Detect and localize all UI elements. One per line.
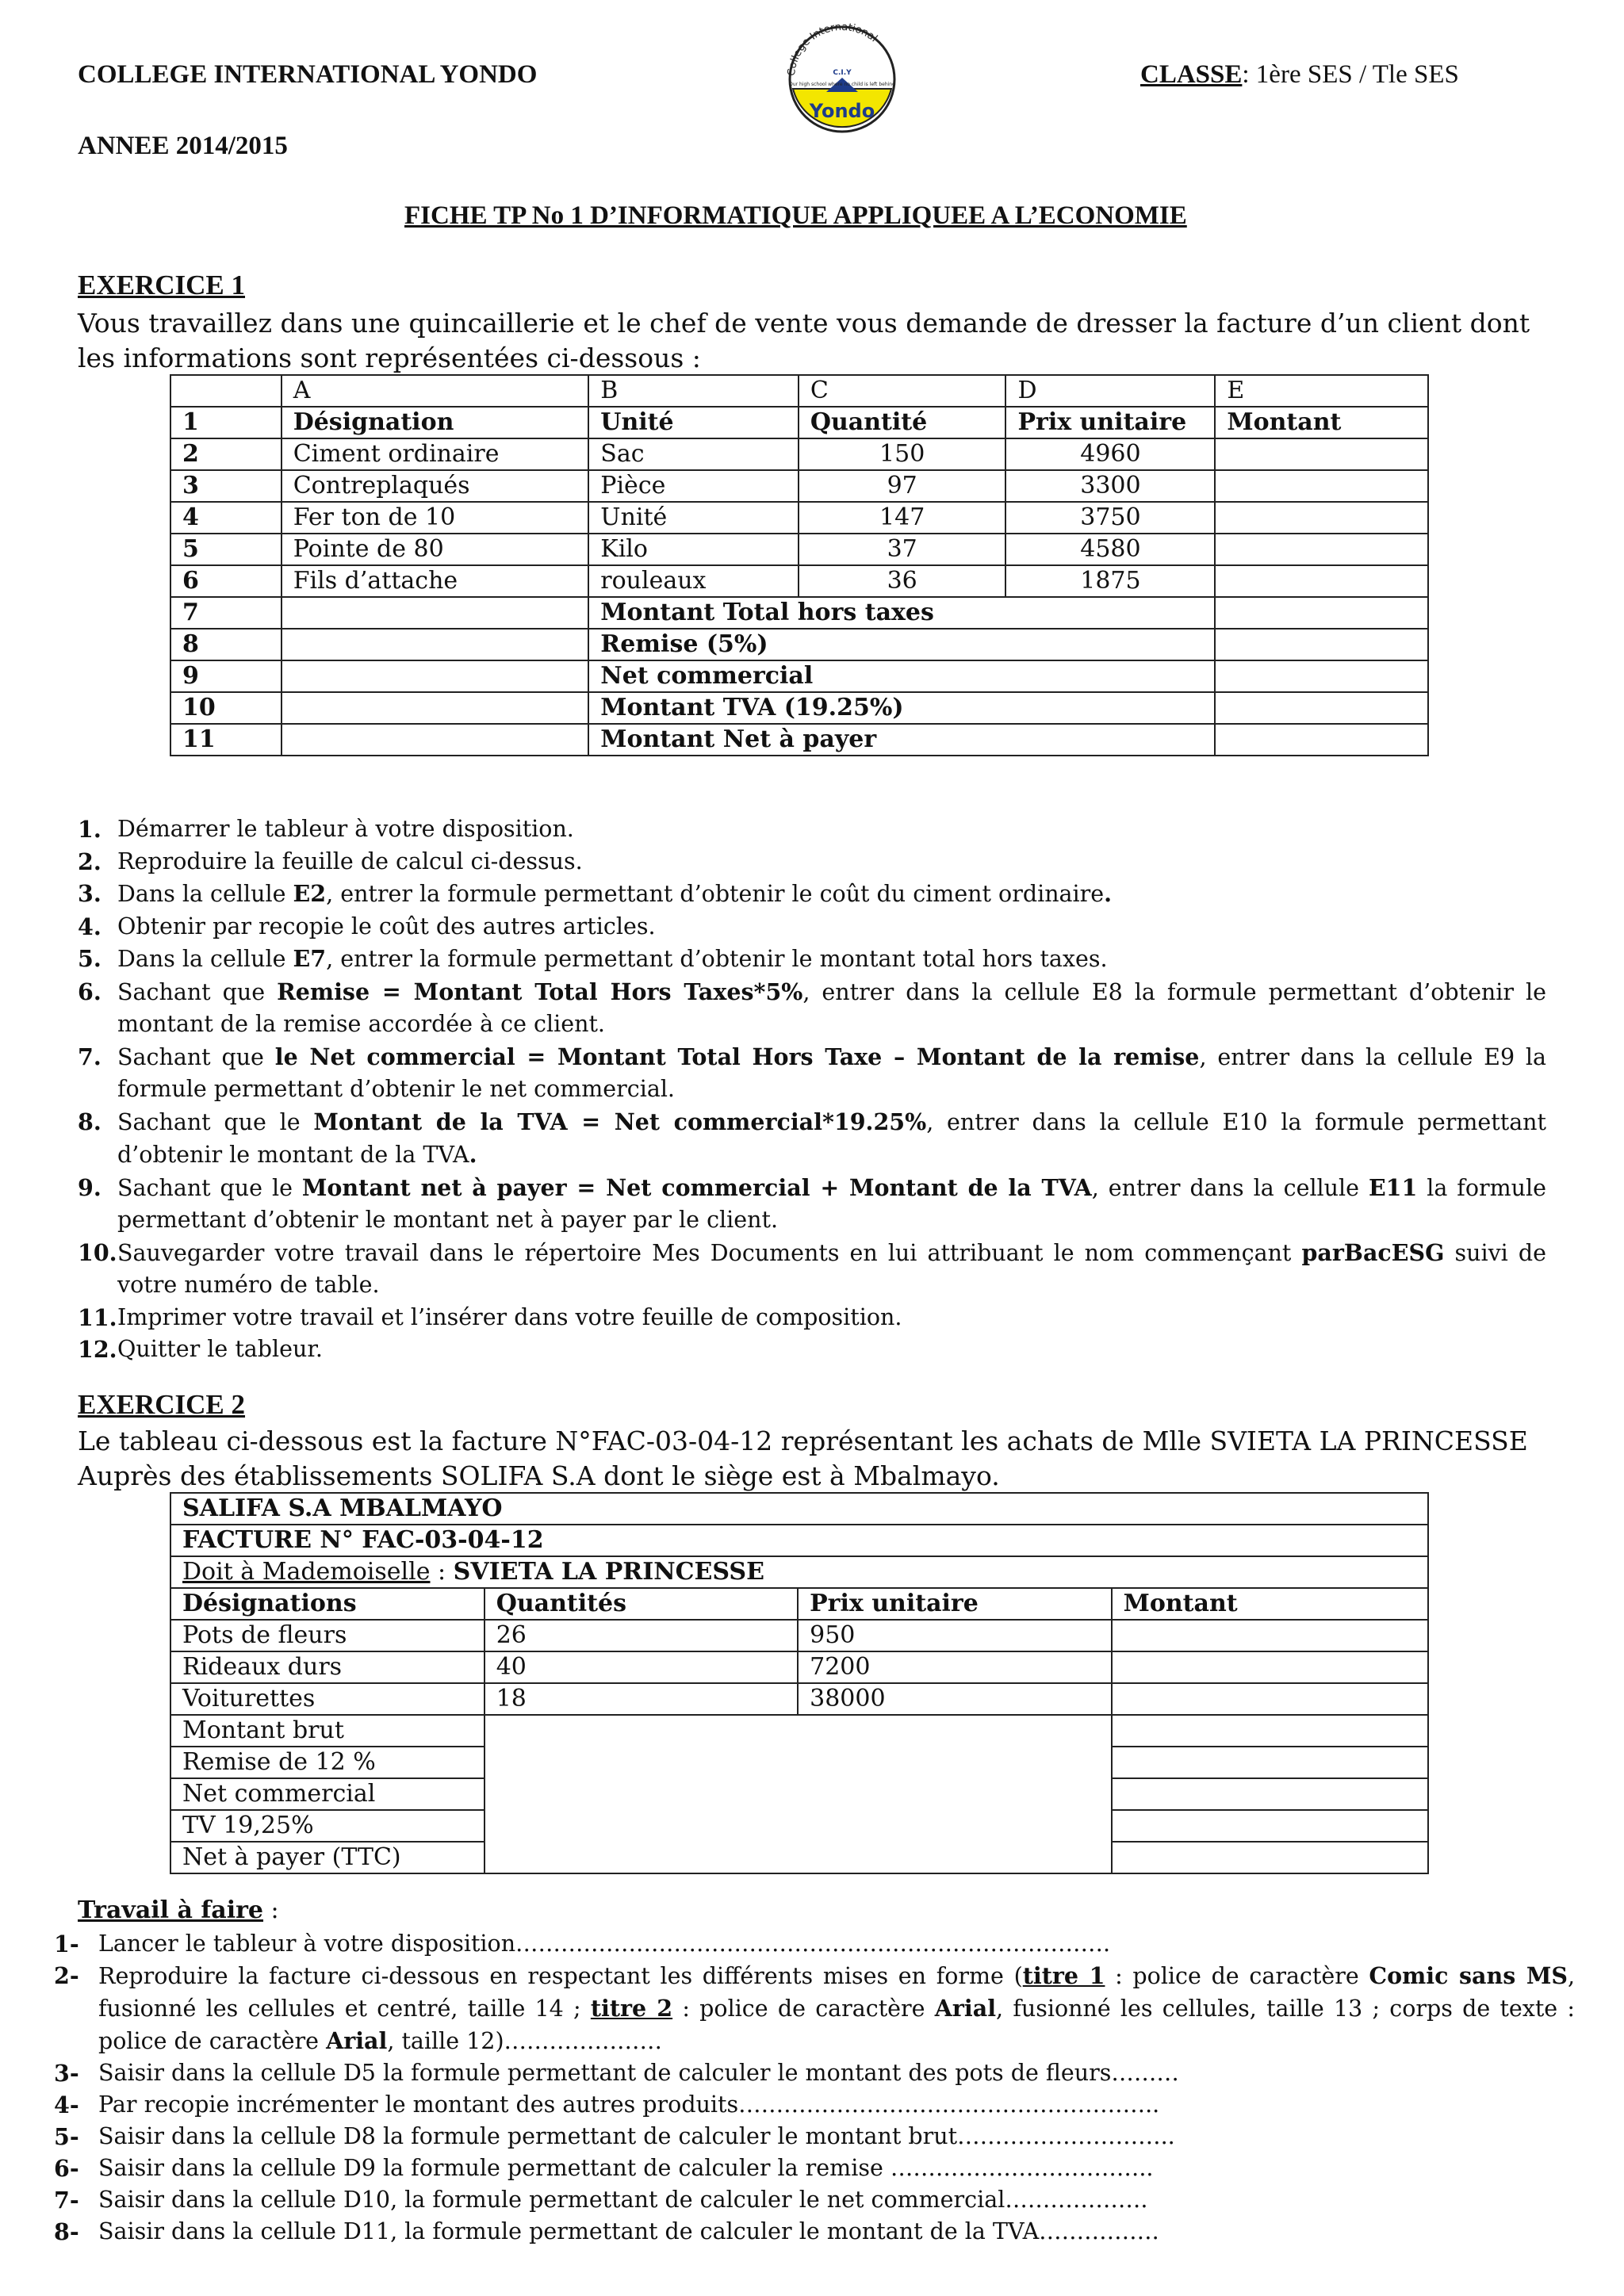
list-item: 4. Obtenir par recopie le coût des autres articles. — [78, 913, 656, 940]
amount-cell — [1112, 1778, 1428, 1810]
exercise-2-heading: EXERCICE 2 — [78, 1389, 246, 1420]
summary-label: Remise de 12 % — [170, 1747, 485, 1778]
unit-cell: Sac — [588, 438, 799, 470]
quantity-cell: 37 — [799, 534, 1006, 565]
amount-cell — [1112, 1810, 1428, 1842]
list-item: 5. Dans la cellule E7, entrer la formule permettant d’obtenir le montant total hors taxes. — [78, 945, 1108, 972]
list-item: 8- Saisir dans la cellule D11, la formule permettant de calculer le montant de la TVA……………. — [54, 2218, 1159, 2245]
amount-cell — [1215, 660, 1428, 692]
empty-cell — [282, 724, 589, 756]
unit-cell: Pièce — [588, 470, 799, 502]
unit-price-cell: 7200 — [798, 1651, 1112, 1683]
designation-cell: Fer ton de 10 — [282, 502, 589, 534]
designation-cell: Rideaux durs — [170, 1651, 485, 1683]
col-letter: B — [588, 375, 799, 407]
summary-row — [170, 660, 1428, 692]
table-row — [170, 502, 1428, 534]
row-number: 3 — [170, 470, 282, 502]
client-line — [170, 1556, 1428, 1588]
invoice-number: FACTURE N° FAC-03-04-12 — [170, 1525, 1428, 1556]
list-item: 1. Démarrer le tableur à votre disposition. — [78, 816, 574, 843]
corner-cell — [170, 375, 282, 407]
row-number: 2 — [170, 438, 282, 470]
client-name: SVIETA LA PRINCESSE — [453, 1558, 764, 1586]
amount-cell — [1215, 534, 1428, 565]
col-header: Prix unitaire — [1005, 407, 1215, 438]
logo-initials: C.I.Y — [833, 69, 852, 77]
table-row — [170, 438, 1428, 470]
amount-cell — [1112, 1651, 1428, 1683]
exercise-1-intro: Vous travaillez dans une quincaillerie et le chef de vente vous demande de dresser la facture d’un client dont les informations sont représentées ci-dessous : — [78, 308, 1530, 373]
row-number: 9 — [170, 660, 282, 692]
exercise-2-intro: Le tableau ci-dessous est la facture N°FAC-03-04-12 représentant les achats de Mlle SVIETA LA PRINCESSE Auprès des établissements SOLIFA S.A dont le siège est à Mbalmayo. — [78, 1425, 1528, 1491]
summary-label: Montant Net à payer — [588, 724, 1215, 756]
class-info — [1140, 60, 1459, 90]
client-label: Doit à Mademoiselle — [182, 1558, 431, 1586]
list-item: 7- Saisir dans la cellule D10, la formule permettant de calculer le net commercial………………. — [54, 2187, 1148, 2214]
row-number: 8 — [170, 629, 282, 660]
class-value: : 1ère SES / Tle SES — [1242, 60, 1459, 89]
amount-cell — [1215, 502, 1428, 534]
list-item: 3. Dans la cellule E2, entrer la formule permettant d’obtenir le coût du ciment ordinaire. — [78, 880, 1113, 907]
unit-price-cell: 3300 — [1005, 470, 1215, 502]
quantity-cell: 147 — [799, 502, 1006, 534]
amount-cell — [1112, 1683, 1428, 1715]
col-header: Montant — [1215, 407, 1428, 438]
exercise-2-steps — [54, 1928, 1575, 2248]
quantity-cell: 97 — [799, 470, 1006, 502]
amount-cell — [1215, 629, 1428, 660]
row-number: 7 — [170, 597, 282, 629]
row-number: 5 — [170, 534, 282, 565]
summary-label: Remise (5%) — [588, 629, 1215, 660]
col-header: Quantité — [799, 407, 1006, 438]
logo-motto: Our high school where no child is left behind — [789, 82, 895, 87]
summary-row — [170, 597, 1428, 629]
summary-row — [170, 724, 1428, 756]
row-number: 11 — [170, 724, 282, 756]
row-number: 6 — [170, 565, 282, 597]
column-letters-row — [170, 375, 1428, 407]
empty-cell — [282, 692, 589, 724]
designation-cell: Voiturettes — [170, 1683, 485, 1715]
unit-price-cell: 950 — [798, 1620, 1112, 1651]
designation-cell: Pots de fleurs — [170, 1620, 485, 1651]
table-row — [170, 565, 1428, 597]
designation-cell: Pointe de 80 — [282, 534, 589, 565]
summary-label: Net commercial — [588, 660, 1215, 692]
amount-cell — [1215, 692, 1428, 724]
unit-price-cell: 4580 — [1005, 534, 1215, 565]
designation-cell: Ciment ordinaire — [282, 438, 589, 470]
summary-label: Net à payer (TTC) — [170, 1842, 485, 1873]
designation-cell: Fils d’attache — [282, 565, 589, 597]
unit-price-cell: 4960 — [1005, 438, 1215, 470]
summary-row — [170, 629, 1428, 660]
amount-cell — [1112, 1715, 1428, 1747]
col-letter: E — [1215, 375, 1428, 407]
quantity-cell: 36 — [799, 565, 1006, 597]
amount-cell — [1215, 438, 1428, 470]
summary-label: Net commercial — [170, 1778, 485, 1810]
invoice-table-2 — [170, 1492, 1429, 1874]
table-row — [170, 1620, 1428, 1651]
col-letter: C — [799, 375, 1006, 407]
amount-cell — [1112, 1842, 1428, 1873]
list-item: 1- Lancer le tableur à votre disposition……………………………………………………………………. — [54, 1931, 1111, 1957]
unit-cell: Kilo — [588, 534, 799, 565]
row-number: 4 — [170, 502, 282, 534]
merged-empty-block — [485, 1715, 1112, 1873]
class-label: CLASSE — [1140, 60, 1243, 89]
client-sep: : — [430, 1558, 454, 1586]
list-item: 5- Saisir dans la cellule D8 la formule permettant de calculer le montant brut……………………….. — [54, 2123, 1175, 2150]
amount-cell — [1112, 1747, 1428, 1778]
row-number: 1 — [170, 407, 282, 438]
col-header: Désignations — [170, 1588, 485, 1620]
list-item: 6- Saisir dans la cellule D9 la formule permettant de calculer la remise …………………………….. — [54, 2155, 1154, 2182]
page-title: FICHE TP No 1 D’INFORMATIQUE APPLIQUEE A L’ECONOMIE — [404, 201, 1187, 230]
summary-row — [170, 692, 1428, 724]
col-header: Unité — [588, 407, 799, 438]
unit-cell: Unité — [588, 502, 799, 534]
exercise-1-steps — [78, 813, 1546, 1366]
table-row — [170, 1683, 1428, 1715]
school-year: ANNEE 2014/2015 — [78, 132, 288, 160]
quantity-cell: 18 — [485, 1683, 798, 1715]
list-item: 9. Sachant que le Montant net à payer = Net commercial + Montant de la TVA, entrer dans la cellule E11 la formule permettant d’obtenir le montant net à payer par le client. — [78, 1173, 1546, 1233]
unit-price-cell: 3750 — [1005, 502, 1215, 534]
col-header: Prix unitaire — [798, 1588, 1112, 1620]
row-number: 10 — [170, 692, 282, 724]
summary-label: TV 19,25% — [170, 1810, 485, 1842]
list-item: 10. Sauvegarder votre travail dans le répertoire Mes Documents en lui attribuant le nom commençant parBacESG suivi de votre numéro de table. — [78, 1238, 1546, 1298]
list-item: 7. Sachant que le Net commercial = Montant Total Hors Taxe – Montant de la remise, entrer dans la cellule E9 la formule permettant d’obtenir le net commercial. — [78, 1043, 1547, 1102]
list-item: 2- Reproduire la facture ci-dessous en respectant les différents mises en forme (titre 1 : police de caractère Comic sans MS, fusionné les cellules et centré, taille 14 ; titre 2 : police de caractère Arial, fusionné les cellules, taille 13 ; corps de texte : police de caractère Arial, taille 12)………………… — [54, 1962, 1576, 2054]
list-item: 3- Saisir dans la cellule D5 la formule permettant de calculer le montant des pots de fleurs……… — [54, 2060, 1179, 2087]
unit-price-cell: 38000 — [798, 1683, 1112, 1715]
list-item: 12. Quitter le tableur. — [78, 1336, 323, 1363]
col-letter: A — [282, 375, 589, 407]
amount-cell — [1215, 597, 1428, 629]
col-header: Montant — [1112, 1588, 1428, 1620]
quantity-cell: 26 — [485, 1620, 798, 1651]
header-row — [170, 1588, 1428, 1620]
work-sep: : — [263, 1896, 279, 1924]
amount-cell — [1112, 1620, 1428, 1651]
empty-cell — [282, 660, 589, 692]
quantity-cell: 150 — [799, 438, 1006, 470]
logo-arc-text: College International — [785, 21, 880, 77]
table-row — [170, 1651, 1428, 1683]
logo-name: Yondo — [809, 100, 875, 122]
list-item: 8. Sachant que le Montant de la TVA = Net commercial*19.25%, entrer dans la cellule E10 la formule permettant d’obtenir le montant de la TVA. — [78, 1108, 1546, 1168]
empty-cell — [282, 597, 589, 629]
col-letter: D — [1005, 375, 1215, 407]
summary-label: Montant TVA (19.25%) — [588, 692, 1215, 724]
summary-row — [170, 1715, 1428, 1747]
table-row — [170, 534, 1428, 565]
amount-cell — [1215, 565, 1428, 597]
list-item: 11. Imprimer votre travail et l’insérer dans votre feuille de composition. — [78, 1303, 902, 1331]
unit-price-cell: 1875 — [1005, 565, 1215, 597]
work-heading — [78, 1896, 279, 1924]
amount-cell — [1215, 724, 1428, 756]
amount-cell — [1215, 470, 1428, 502]
invoice-table-1 — [170, 374, 1429, 756]
exercise-1-heading: EXERCICE 1 — [78, 270, 246, 300]
col-header: Désignation — [282, 407, 589, 438]
list-item: 6. Sachant que Remise = Montant Total Hors Taxes*5%, entrer dans la cellule E8 la formule permettant d’obtenir le montant de la remise accordée à ce client. — [78, 978, 1547, 1037]
col-header: Quantités — [485, 1588, 798, 1620]
unit-cell: rouleaux — [588, 565, 799, 597]
company-title: SALIFA S.A MBALMAYO — [170, 1493, 1428, 1525]
summary-label: Montant brut — [170, 1715, 485, 1747]
quantity-cell: 40 — [485, 1651, 798, 1683]
designation-cell: Contreplaqués — [282, 470, 589, 502]
school-name: COLLEGE INTERNATIONAL YONDO — [78, 60, 538, 89]
summary-label: Montant Total hors taxes — [588, 597, 1215, 629]
empty-cell — [282, 629, 589, 660]
school-logo — [777, 16, 908, 135]
list-item: 2. Reproduire la feuille de calcul ci-dessus. — [78, 848, 583, 875]
table-row — [170, 470, 1428, 502]
list-item: 4- Par recopie incrémenter le montant des autres produits……………………………………………….. — [54, 2091, 1160, 2118]
header-row — [170, 407, 1428, 438]
work-label: Travail à faire — [78, 1896, 264, 1924]
